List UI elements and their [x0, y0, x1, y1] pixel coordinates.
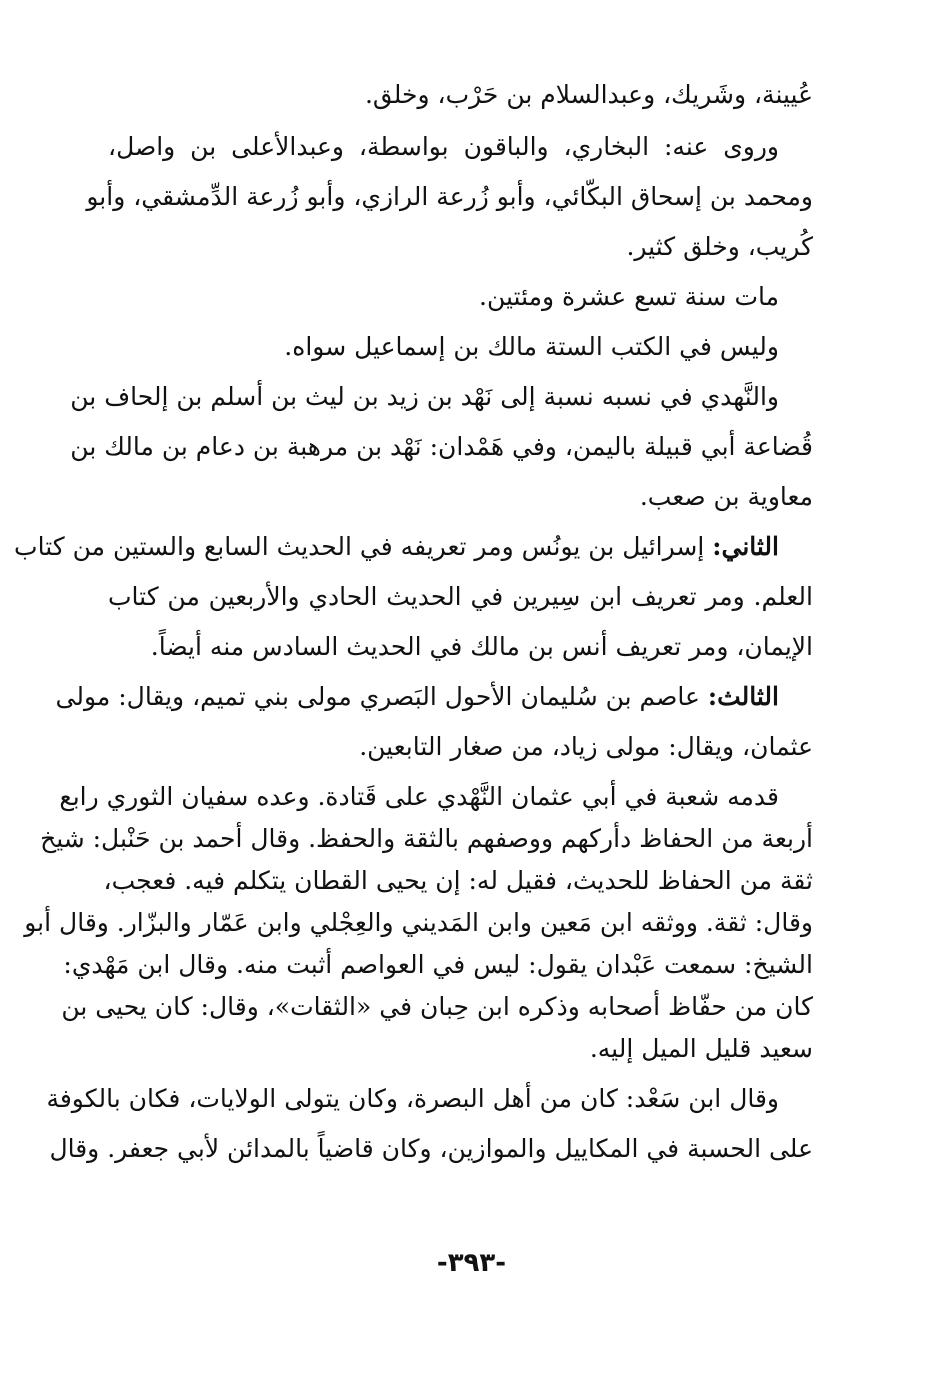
- paragraph: [14, 530, 813, 664]
- text-line: كان من حفّاظ أصحابه وذكره ابن حِبان في «الثقات»، وقال: كان يحيى بن: [61, 992, 813, 1021]
- text-line: عُيينة، وشَريك، وعبدالسلام بن حَرْب، وخلق.: [364, 80, 813, 109]
- text-line: معاوية بن صعب.: [639, 482, 813, 511]
- text-line: [14, 530, 813, 564]
- paragraph: [24, 780, 813, 1066]
- text-line: وقال: ثقة. ووثقه ابن مَعين وابن المَديني والعِجْلي وابن عَمّار والبزّار. وقال أبو: [24, 908, 813, 937]
- text-line: عثمان، ويقال: مولى زياد، من صغار التابعين.: [359, 732, 813, 761]
- page-number: -٣٩٣-: [436, 1248, 507, 1278]
- text-line: كُريب، وخلق كثير.: [626, 232, 813, 261]
- text-line: مات سنة تسع عشرة ومئتين.: [479, 282, 779, 311]
- text-line: [55, 680, 813, 714]
- section-lead: الثاني:: [712, 532, 779, 561]
- paragraph: [46, 1082, 813, 1166]
- paragraph: [86, 130, 813, 264]
- paragraph: [108, 330, 813, 364]
- text-run: إسرائيل بن يونُس ومر تعريفه في الحديث السابع والستين من كتاب: [14, 532, 713, 561]
- text-line: الشيخ: سمعت عَبْدان يقول: ليس في العواصم أثبت منه. وقال ابن مَهْدي:: [63, 950, 813, 979]
- text-line: ثقة من الحفاظ للحديث، فقيل له: إن يحيى القطان يتكلم فيه. فعجب،: [103, 866, 813, 895]
- text-line: والنَّهدي في نسبه نسبة إلى نَهْد بن زيد بن ليث بن أسلم بن إلحاف بن: [70, 382, 779, 411]
- text-line: وروى عنه: البخاري، والباقون بواسطة، وعبدالأعلى بن واصل،: [108, 132, 779, 161]
- paragraph: [70, 380, 813, 514]
- text-line: على الحسبة في المكاييل والموازين، وكان قاضياً بالمدائن لأبي جعفر. وقال: [49, 1134, 813, 1163]
- text-line: سعيد قليل الميل إليه.: [589, 1034, 813, 1063]
- page-body: [14, 78, 813, 1182]
- text-line: أربعة من الحفاظ دأركهم ووصفهم بالثقة والحفظ. وقال أحمد بن حَنْبل: شيخ: [40, 824, 813, 853]
- text-line: الإيمان، ومر تعريف أنس بن مالك في الحديث السادس منه أيضاً.: [150, 632, 813, 661]
- paragraph: [108, 280, 813, 314]
- text-line: وليس في الكتب الستة مالك بن إسماعيل سواه.: [284, 332, 779, 361]
- text-line: وقال ابن سَعْد: كان من أهل البصرة، وكان يتولى الولايات، فكان بالكوفة: [46, 1084, 779, 1113]
- paragraph: [108, 78, 813, 112]
- text-line: قدمه شعبة في أبي عثمان النَّهْدي على قَتادة. وعده سفيان الثوري رابع: [59, 782, 779, 811]
- section-lead: الثالث:: [707, 682, 779, 711]
- text-line: العلم. ومر تعريف ابن سِيرين في الحديث الحادي والأربعين من كتاب: [108, 582, 813, 611]
- paragraph: [55, 680, 813, 764]
- text-line: ومحمد بن إسحاق البكّائي، وأبو زُرعة الرازي، وأبو زُرعة الدِّمشقي، وأبو: [86, 182, 813, 211]
- text-run: عاصم بن سُليمان الأحول البَصري مولى بني تميم، ويقال: مولى: [55, 682, 708, 711]
- text-line: قُضاعة أبي قبيلة باليمن، وفي هَمْدان: نَهْد بن مرهبة بن دعام بن مالك بن: [70, 432, 813, 461]
